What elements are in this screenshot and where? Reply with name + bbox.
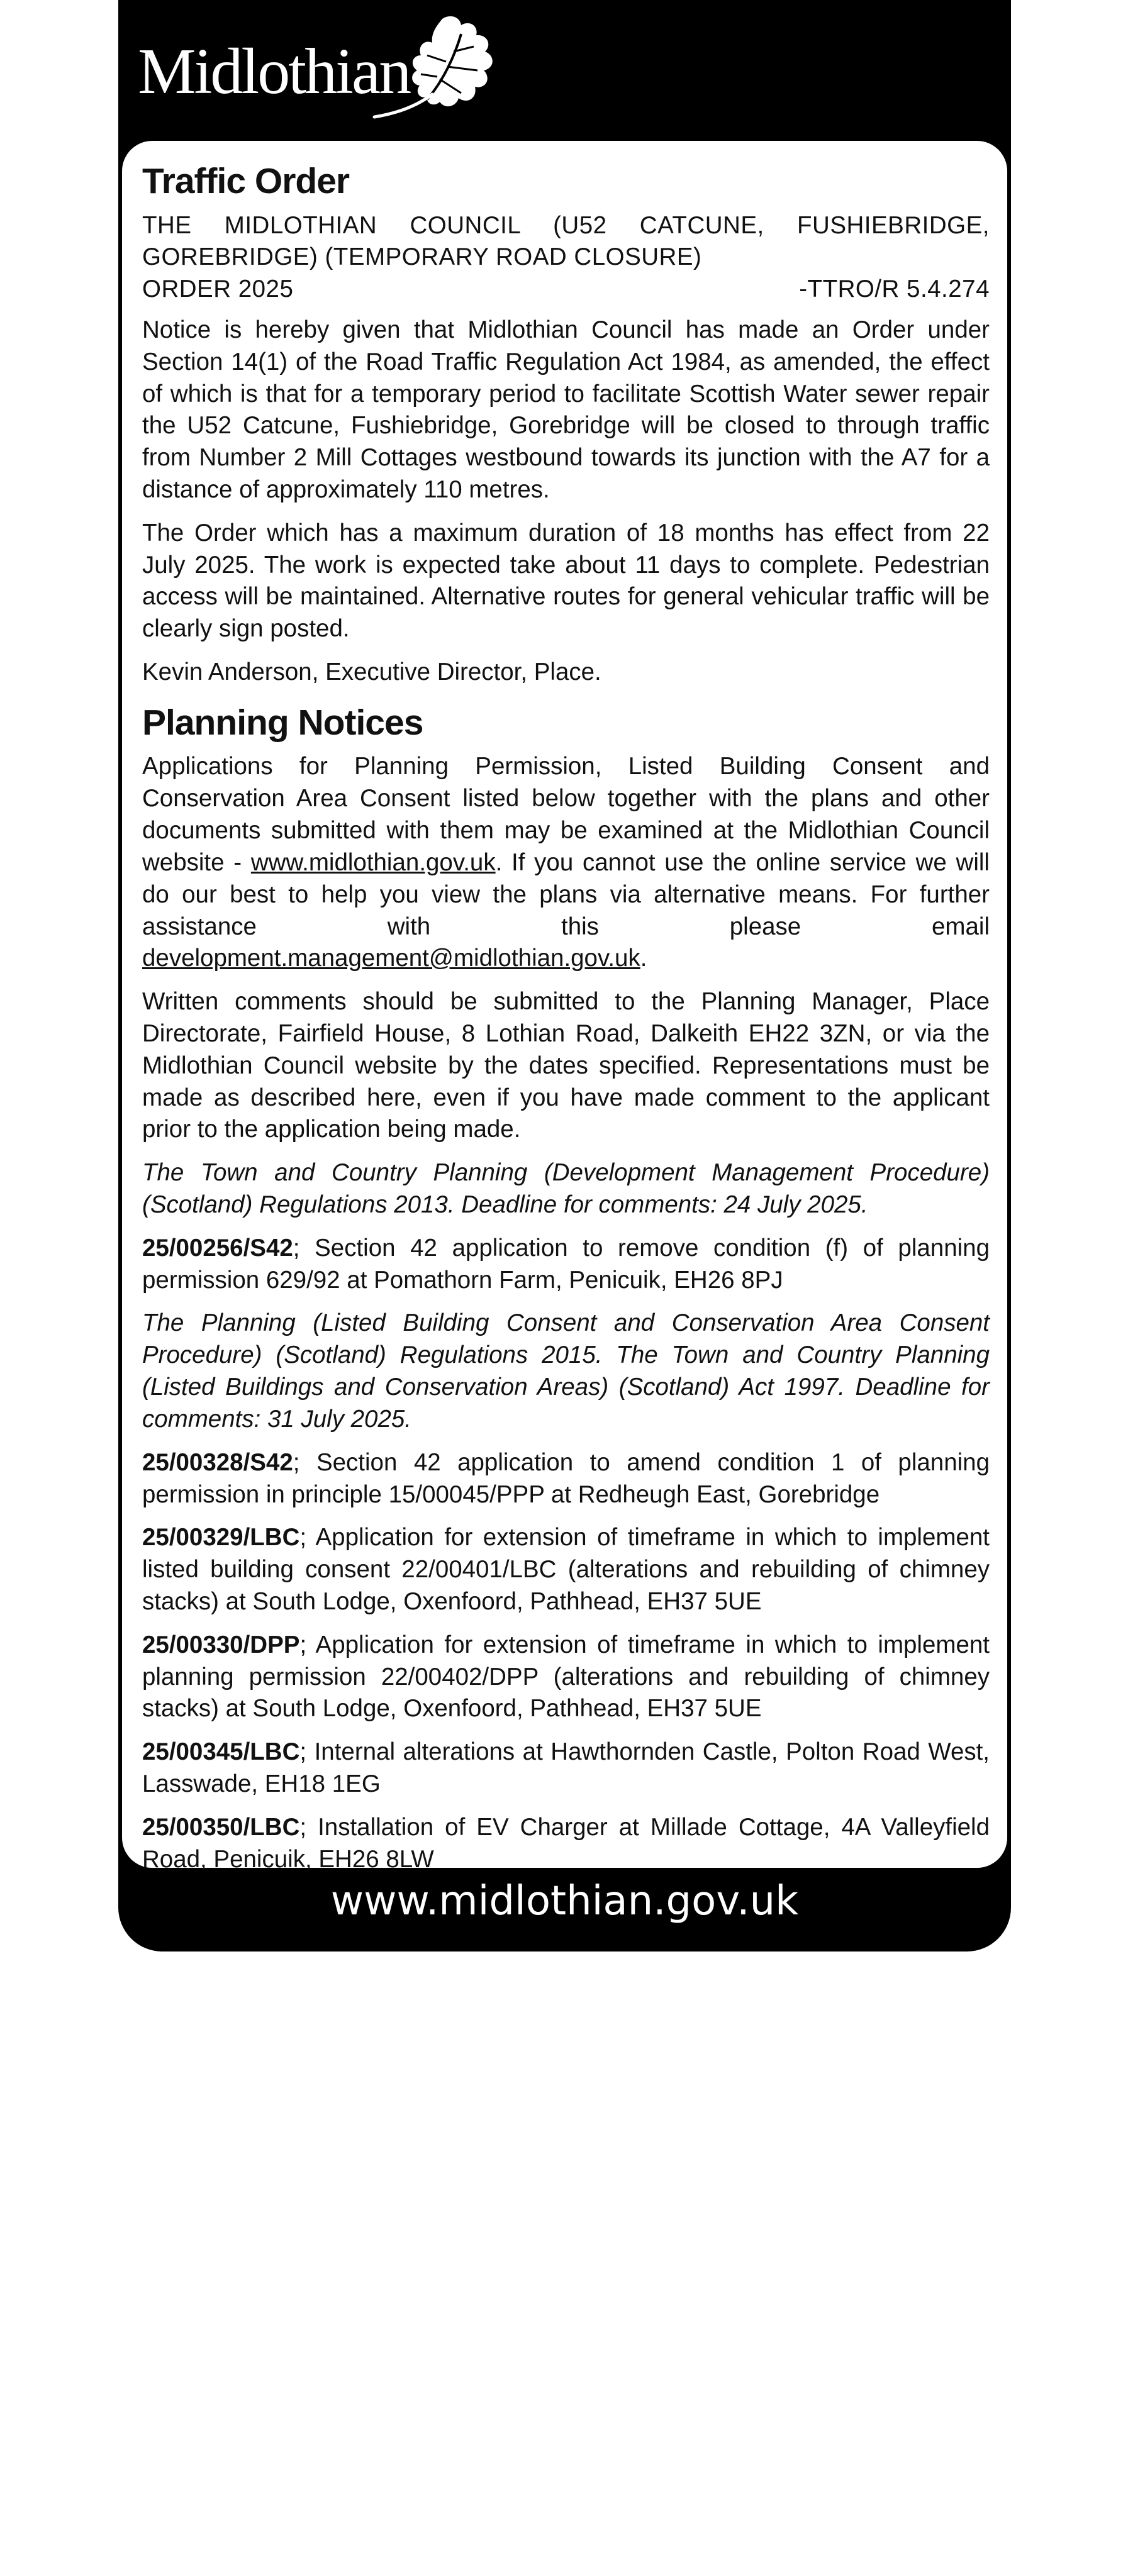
application-entry	[142, 1233, 990, 1297]
application-reference: 25/00329/LBC	[142, 1524, 300, 1552]
order-title	[142, 210, 990, 306]
application-description: ; Application for extension of timeframe in which to implement listed building consent 22/00401/LBC (alterations and rebuilding of chimney stacks) at South Lodge, Oxenfoord, Pathhead, EH37 5UE	[142, 1524, 990, 1615]
application-reference: 25/00256/S42	[142, 1234, 293, 1262]
planning-intro-text-2: . If you cannot use the online service we will do our best to help you view the plans via alternative means. For further assistance with this please email	[142, 848, 990, 940]
application-entry	[142, 1629, 990, 1725]
traffic-order-signatory: Kevin Anderson, Executive Director, Place.	[142, 658, 601, 686]
regulations-2013-paragraph: The Town and Country Planning (Development Management Procedure) (Scotland) Regulations 2013. Deadline for comments: 24 July 2025.	[142, 1159, 990, 1218]
application-reference: 25/00350/LBC	[142, 1813, 300, 1841]
oak-leaf-icon	[367, 11, 505, 131]
midlothian-logo-wordmark: Midlothian	[138, 35, 410, 108]
application-reference: 25/00330/DPP	[142, 1631, 300, 1658]
traffic-order-paragraph-1: Notice is hereby given that Midlothian Council has made an Order under Section 14(1) of the Road Traffic Regulation Act 1984, as amended, the effect of which is that for a temporary period to facilitate Scottish Water sewer repair the U52 Catcune, Fushiebridge, Gorebridge will be closed to through traffic from Number 2 Mill Cottages westbound towards its junction with the A7 for a distance of approximately 110 metres.	[142, 316, 990, 504]
development-email-link[interactable]: development.management@midlothian.gov.uk	[142, 945, 640, 972]
order-title-main: THE MIDLOTHIAN COUNCIL (U52 CATCUNE, FUSHIEBRIDGE, GOREBRIDGE) (TEMPORARY ROAD CLOSURE)	[142, 211, 990, 271]
order-title-ref-line	[142, 274, 990, 306]
application-reference: 25/00328/S42	[142, 1448, 293, 1476]
planning-intro-text-3: .	[640, 945, 647, 972]
planning-intro-paragraph	[142, 751, 990, 975]
application-description: ; Internal alterations at Hawthornden Castle, Polton Road West, Lasswade, EH18 1EG	[142, 1738, 990, 1797]
application-description: ; Application for extension of timeframe in which to implement planning permission 22/00402/DPP (alterations and rebuilding of chimney stacks) at South Lodge, Oxenfoord, Pathhead, EH37 5UE	[142, 1631, 990, 1723]
regulations-2015-paragraph: The Planning (Listed Building Consent and Conservation Area Consent Procedure) (Scotland) Regulations 2015. The Town and Country Planning (Listed Buildings and Conservation Areas) (Scotland) Act 1997. Deadline for comments: 31 July 2025.	[142, 1309, 990, 1433]
application-description: ; Installation of EV Charger at Millade Cottage, 4A Valleyfield Road, Penicuik, EH26 8LW	[142, 1813, 990, 1873]
footer-website-url[interactable]: www.midlothian.gov.uk	[330, 1878, 799, 1924]
application-entry	[142, 1812, 990, 1876]
application-description: ; Section 42 application to remove condition (f) of planning permission 629/92 at Pomathorn Farm, Penicuik, EH26 8PJ	[142, 1234, 990, 1294]
application-entry	[142, 1522, 990, 1618]
order-reference: -TTRO/R 5.4.274	[799, 275, 990, 303]
traffic-order-paragraph-2: The Order which has a maximum duration of 18 months has effect from 22 July 2025. The work is expected take about 11 days to complete. Pedestrian access will be maintained. Alternative routes for general vehicular traffic will be clearly sign posted.	[142, 519, 990, 643]
application-entry	[142, 1736, 990, 1801]
planning-intro-text-1: Applications for Planning Permission, Listed Building Consent and Conservation Area Consent listed below together with the plans and other documents submitted with them may be examined at the Midlothian Council website -	[142, 753, 990, 876]
application-reference: 25/00345/LBC	[142, 1738, 300, 1766]
traffic-order-heading: Traffic Order	[142, 161, 350, 201]
order-year: ORDER 2025	[142, 275, 294, 303]
planning-notices-heading: Planning Notices	[142, 702, 423, 743]
council-website-link[interactable]: www.midlothian.gov.uk	[250, 848, 496, 876]
public-notice-advert	[118, 0, 1011, 1951]
planning-comments-paragraph: Written comments should be submitted to the Planning Manager, Place Directorate, Fairfield House, 8 Lothian Road, Dalkeith EH22 3ZN, or via the Midlothian Council website by the dates specified. Representations must be made as described here, even if you have made comment to the applicant prior to the application being made.	[142, 988, 990, 1143]
application-description: ; Section 42 application to amend condition 1 of planning permission in principle 15/00045/PPP at Redheugh East, Gorebridge	[142, 1448, 990, 1508]
application-entry	[142, 1447, 990, 1511]
notice-content-panel	[122, 141, 1007, 1873]
